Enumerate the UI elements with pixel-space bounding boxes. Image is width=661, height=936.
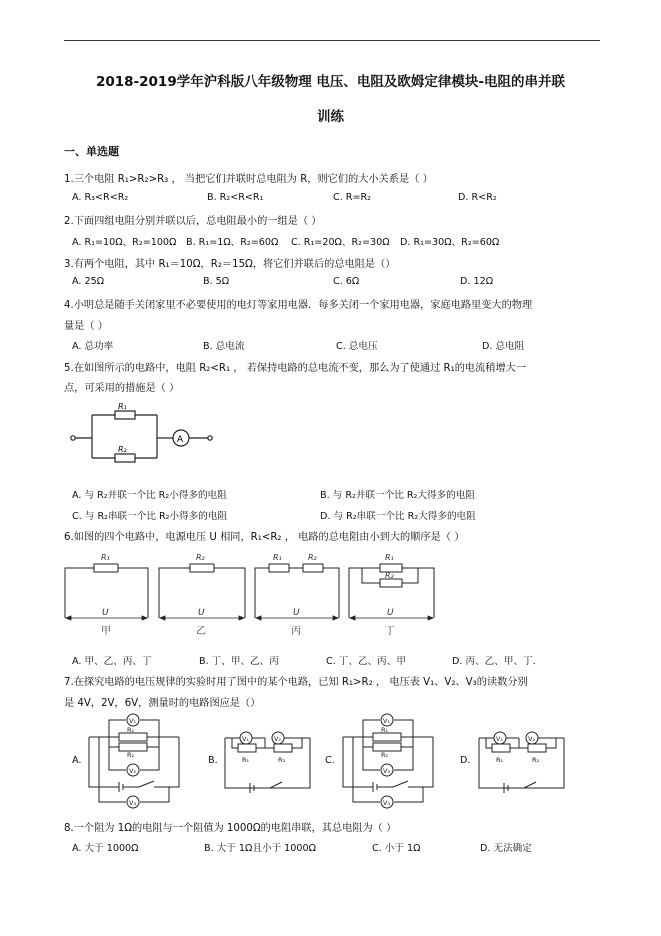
question-2-stem: 2.下面四组电阻分别并联以后，总电阻最小的一组是（ ） [64,216,322,227]
fig6-name-jia: 甲 [101,626,111,637]
q5-option-d[interactable]: D. 与 R₂串联一个比 R₂大得多的电阻 [320,511,476,522]
question-4-stem: 4.小明总是随手关闭家里不必要使用的电灯等家用电器．每多关闭一个家用电器，家庭电路里变大的物理 [64,300,533,311]
page-title-line2: 训练 [317,109,344,125]
fig7d-r1: R₁ [496,756,504,764]
fig6-u-jia: U [102,608,109,618]
q3-option-b[interactable]: B. 5Ω [203,276,230,287]
q5-option-c[interactable]: C. 与 R₂串联一个比 R₂小得多的电阻 [72,511,228,522]
fig7c-v3: V₃ [383,799,391,807]
q7-option-a[interactable]: A. [72,755,82,766]
page-title: 2018-2019学年沪科版八年级物理 电压、电阻及欧姆定律模块-电阻的串并联 [95,74,566,90]
fig6-u-bing: U [293,608,300,618]
ammeter-icon: A [177,435,184,445]
section-heading: 一、单选题 [64,145,119,158]
fig6-u-yi: U [198,608,205,618]
fig6-r2-bing: R₂ [308,553,317,562]
q5-option-a[interactable]: A. 与 R₂并联一个比 R₂小得多的电阻 [72,490,227,501]
fig6-u-ding: U [387,608,394,618]
figure-7a-circuit [84,712,184,810]
figure-7b-circuit [220,718,315,798]
fig5-r2-label: R₂ [118,445,127,454]
q7-option-c[interactable]: C. [325,755,335,766]
fig7b-r2: R₂ [278,756,286,764]
q2-option-c[interactable]: C. R₁=20Ω、R₂=30Ω [291,237,390,248]
question-1-stem: 1.三个电阻 R₁>R₂>R₃ ， 当把它们并联时总电阻为 R，则它们的大小关系是（ ） [64,174,433,185]
fig6-name-yi: 乙 [196,626,206,637]
fig5-r1-label: R₁ [118,402,127,411]
question-6-stem: 6.如图的四个电路中，电源电压 U 相同，R₁<R₂ ， 电路的总电阻由小到大的顺序是（ ） [64,532,465,543]
q1-option-d[interactable]: D. R<R₂ [458,192,497,203]
q8-option-b[interactable]: B. 大于 1Ω且小于 1000Ω [204,843,316,854]
fig7d-r2: R₂ [532,756,540,764]
figure-7c-circuit [338,712,438,810]
q1-option-b[interactable]: B. R₂<R<R₁ [207,192,264,203]
q4-option-b[interactable]: B. 总电流 [203,341,245,352]
q7-option-d[interactable]: D. [460,755,471,766]
q3-option-c[interactable]: C. 6Ω [333,276,360,287]
q4-option-d[interactable]: D. 总电阻 [482,341,525,352]
q6-option-b[interactable]: B. 丁、甲、乙、丙 [199,656,279,667]
fig6-r2-ding: R₂ [385,571,394,580]
fig7d-v2: V₂ [528,735,536,743]
figure-6-circuits [62,548,442,640]
fig7a-r1: R₁ [127,726,135,734]
q8-option-d[interactable]: D. 无法确定 [480,843,532,854]
figure-7d-circuit [474,718,569,798]
fig7d-v1: V₁ [496,735,504,743]
fig7c-r1: R₁ [381,726,389,734]
fig6-r1-bing: R₁ [273,553,282,562]
q2-option-b[interactable]: B. R₁=1Ω、R₂=60Ω [186,237,279,248]
q8-option-a[interactable]: A. 大于 1000Ω [72,843,139,854]
q5-option-b[interactable]: B. 与 R₂并联一个比 R₂大得多的电阻 [320,490,475,501]
fig6-name-bing: 丙 [291,626,301,637]
fig7a-v3: V₃ [129,799,137,807]
question-4-stem-line2: 量是（ ） [64,321,108,332]
fig6-name-ding: 丁 [385,626,395,637]
q6-option-c[interactable]: C. 丁、乙、丙、甲 [326,656,406,667]
q2-option-d[interactable]: D. R₁=30Ω、R₂=60Ω [400,237,500,248]
q7-option-b[interactable]: B. [208,755,218,766]
q1-option-a[interactable]: A. R₃<R<R₂ [72,192,129,203]
fig7c-v2: V₂ [383,767,391,775]
fig7c-v1: V₁ [383,717,391,725]
q6-option-d[interactable]: D. 丙、乙、甲、丁. [452,656,536,667]
q6-option-a[interactable]: A. 甲、乙、丙、丁 [72,656,152,667]
q3-option-d[interactable]: D. 12Ω [460,276,494,287]
q2-option-a[interactable]: A. R₁=10Ω、R₂=100Ω [72,237,177,248]
header-rule [64,40,600,41]
question-7-stem-line2: 是 4V，2V，6V，测量时的电路图应是（） [64,698,261,709]
fig7b-v2: V₂ [274,735,282,743]
fig6-r1-ding: R₁ [385,553,394,562]
q4-option-c[interactable]: C. 总电压 [336,341,378,352]
q1-option-c[interactable]: C. R=R₂ [333,192,372,203]
fig7a-r2: R₂ [127,751,135,759]
fig7c-r2: R₂ [381,751,389,759]
fig6-r2-yi: R₂ [196,553,205,562]
question-7-stem: 7.在探究电路的电压规律的实验时用了图中的某个电路，已知 R₁>R₂ ， 电压表 V₁、V₂、V₃的读数分别 [64,677,528,688]
q8-option-c[interactable]: C. 小于 1Ω [372,843,421,854]
figure-5-circuit [62,400,222,468]
question-3-stem: 3.有两个电阻，其中 R₁＝10Ω，R₂＝15Ω，将它们并联后的总电阻是（） [64,259,396,270]
q3-option-a[interactable]: A. 25Ω [72,276,105,287]
question-5-stem-line2: 点，可采用的措施是（ ） [64,383,180,394]
question-8-stem: 8.一个阻为 1Ω的电阻与一个阻值为 1000Ω的电阻串联，其总电阻为（ ） [64,823,397,834]
q4-option-a[interactable]: A. 总功率 [72,341,114,352]
fig7a-v1: V₁ [129,717,137,725]
fig7b-v1: V₁ [242,735,250,743]
question-5-stem: 5.在如图所示的电路中，电阻 R₂<R₁ ， 若保持电路的总电流不变，那么为了使通过 R₁的电流稍增大一 [64,363,527,374]
fig7b-r1: R₁ [242,756,250,764]
fig7a-v2: V₂ [129,767,137,775]
fig6-r1-jia: R₁ [101,553,110,562]
